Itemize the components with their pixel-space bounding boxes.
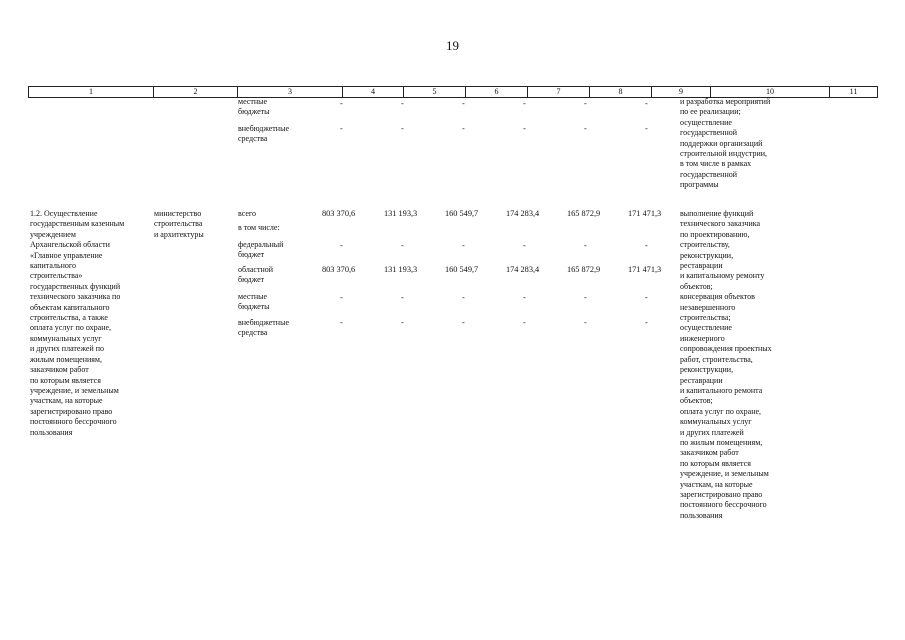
source-local-a: местные бюджеты — [238, 97, 270, 117]
value-cell: - — [462, 241, 465, 250]
value-cell: - — [401, 318, 404, 327]
value-cell: 171 471,3 — [628, 265, 662, 274]
source-extra-b: внебюджетные средства — [238, 318, 289, 338]
value-cell: - — [340, 318, 343, 327]
value-cell: 174 283,4 — [506, 265, 540, 274]
header-col-6: 6 — [466, 87, 528, 97]
value-cell: 803 370,6 — [322, 265, 356, 274]
value-cell: 165 872,9 — [567, 265, 601, 274]
source-federal: федеральный бюджет — [238, 240, 284, 260]
value-cell: 165 872,9 — [567, 209, 601, 218]
value-cell: - — [645, 241, 648, 250]
header-col-3: 3 — [238, 87, 343, 97]
result-text-a: и разработка мероприятий по ее реализации; осуществление государственной поддержки организаций строительной индустрии, в том числе в рамках государственной программы — [680, 97, 771, 190]
value-cell: - — [462, 124, 465, 133]
value-cell: - — [645, 318, 648, 327]
header-col-8: 8 — [590, 87, 652, 97]
value-cell: - — [401, 293, 404, 302]
executor: министерство строительства и архитектуры — [154, 209, 204, 239]
value-cell: 171 471,3 — [628, 209, 662, 218]
value-cell: 131 193,3 — [384, 209, 418, 218]
value-cell: - — [523, 293, 526, 302]
page-number: 19 — [446, 38, 459, 53]
header-col-9: 9 — [652, 87, 711, 97]
header-col-10: 10 — [711, 87, 830, 97]
value-cell: - — [584, 99, 587, 108]
header-col-7: 7 — [528, 87, 590, 97]
value-cell: - — [523, 318, 526, 327]
value-cell: - — [584, 124, 587, 133]
value-cell: 174 283,4 — [506, 209, 540, 218]
value-cell: - — [645, 99, 648, 108]
header-col-11: 11 — [849, 87, 858, 96]
value-cell: - — [584, 318, 587, 327]
result-text-b: выполнение функций технического заказчика по проектированию, строительству, реконструкции, реставрации и капитальному ремонту объектов; консервация объектов незавершенного строительства; осуществление инженерного сопровождения проектных работ, строительства, реконструкции, реставрации и капитального ремонта объектов; оплата услуг по охране, коммунальных услуг и других платежей по жилым помещениям, заказчиком работ по которым является учреждение, и земельным участкам, на которые зарегистрировано право постоянного бессрочного пользования — [680, 209, 772, 520]
value-cell: - — [340, 124, 343, 133]
value-cell: - — [462, 318, 465, 327]
value-cell: 160 549,7 — [445, 265, 479, 274]
value-cell: - — [462, 99, 465, 108]
value-cell: - — [645, 124, 648, 133]
value-cell: 803 370,6 — [322, 209, 356, 218]
source-local-b: местные бюджеты — [238, 292, 270, 312]
value-cell: - — [340, 241, 343, 250]
value-cell: - — [462, 293, 465, 302]
measure-title: 1.2. Осуществление государственным казенным учреждением Архангельской области «Главное управление капитального строительства» государственных функций технического заказчика по объектам капитального строительства, а также оплата услуг по охране, коммунальных услуг и других платежей по жилым помещениям, заказчиком работ по которым является учреждение, и земельным участкам, на которые зарегистрировано право постоянного бессрочного пользования — [30, 209, 125, 437]
header-col-1: 1 — [29, 87, 154, 97]
value-cell: - — [584, 293, 587, 302]
source-regional: областной бюджет — [238, 265, 274, 285]
value-cell: - — [401, 124, 404, 133]
source-extra-a: внебюджетные средства — [238, 124, 289, 144]
value-cell: - — [401, 99, 404, 108]
source-incl: в том числе: — [238, 223, 280, 232]
value-cell: 160 549,7 — [445, 209, 479, 218]
value-cell: - — [523, 241, 526, 250]
value-cell: - — [523, 99, 526, 108]
header-col-2: 2 — [154, 87, 238, 97]
value-cell: - — [401, 241, 404, 250]
header-col-5: 5 — [404, 87, 466, 97]
source-total: всего — [238, 209, 257, 218]
value-cell: - — [523, 124, 526, 133]
value-cell: - — [645, 293, 648, 302]
value-cell: 131 193,3 — [384, 265, 418, 274]
value-cell: - — [340, 293, 343, 302]
header-col-4: 4 — [343, 87, 404, 97]
value-cell: - — [584, 241, 587, 250]
value-cell: - — [340, 99, 343, 108]
